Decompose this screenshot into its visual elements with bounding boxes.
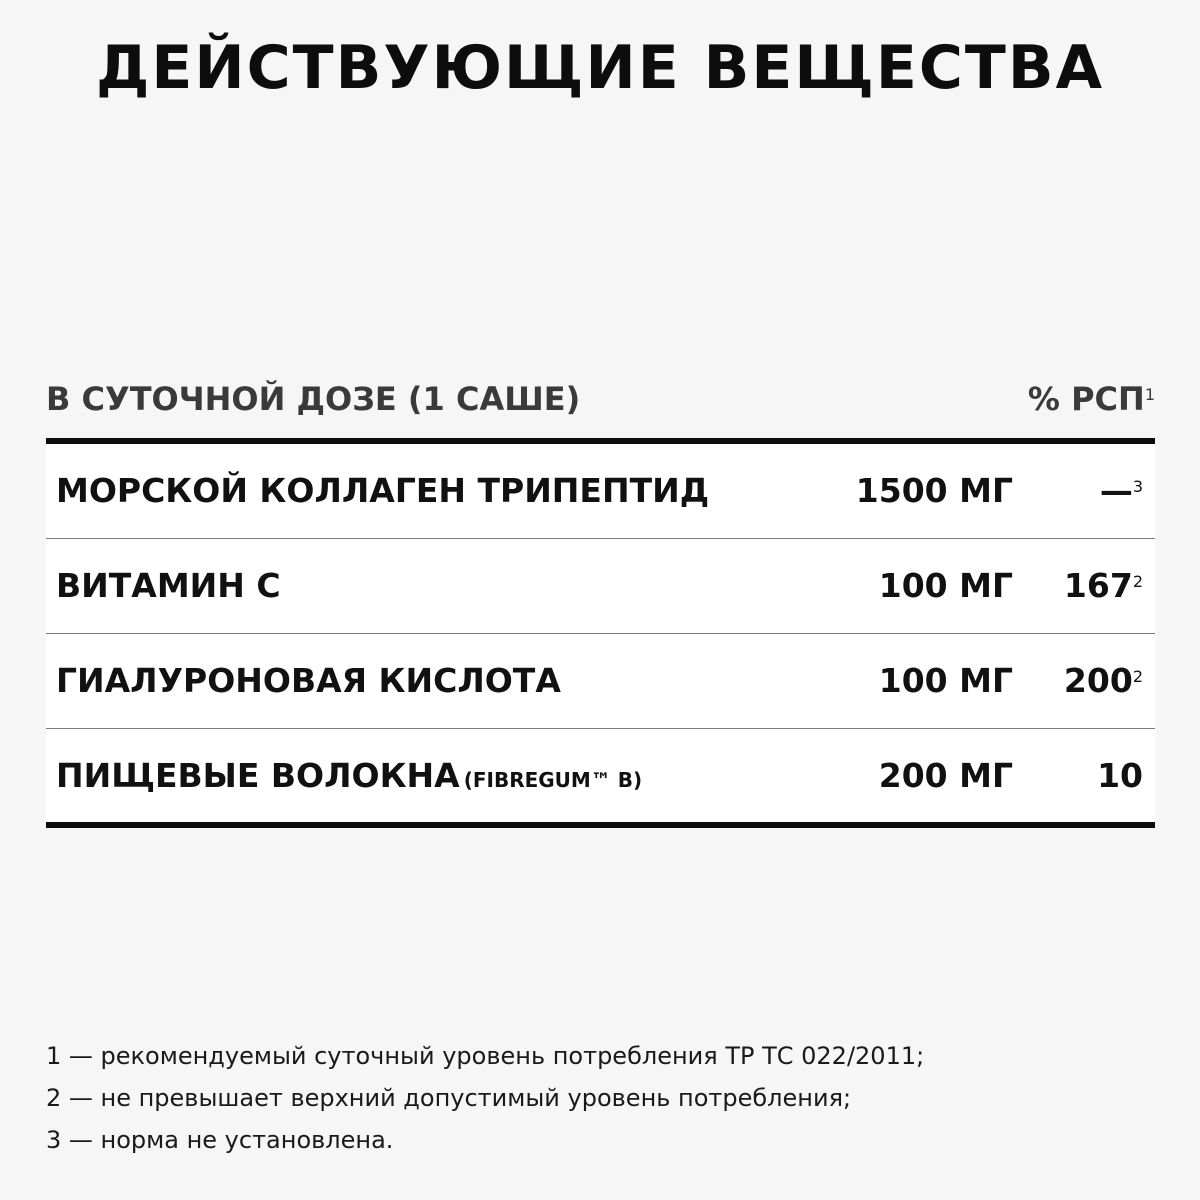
header-daily-dose: В СУТОЧНОЙ ДОЗЕ (1 САШЕ) [46,380,581,418]
ingredient-amount: 100 МГ [878,566,1013,605]
table-row [46,729,1155,822]
footnote-1: 1 — рекомендуемый суточный уровень потребления ТР ТС 022/2011; [46,1042,925,1070]
ingredient-rsp: —$^3$ [1099,471,1143,510]
table-row [46,539,1155,634]
ingredient-rsp: 10 [1097,756,1143,795]
ingredient-name: ВИТАМИН С [56,566,281,605]
ingredient-name: ГИАЛУРОНОВАЯ КИСЛОТА [56,661,561,700]
ingredients-table [46,438,1155,828]
footnotes [46,1035,1146,1161]
page-title: ДЕЙСТВУЮЩИЕ ВЕЩЕСТВА [95,33,1105,103]
ingredient-amount: 100 МГ [878,661,1013,700]
ingredient-name: ПИЩЕВЫЕ ВОЛОКНА (FIBREGUM™ B) [56,756,643,795]
footnote-mark: 2 [1132,572,1143,591]
ingredient-amount: 1500 МГ [855,471,1013,510]
table-row [46,444,1155,539]
ingredient-rsp: $167^2$ [1063,566,1143,605]
footnote-3: 3 — норма не установлена. [46,1126,394,1154]
footnote-2: 2 — не превышает верхний допустимый уровень потребления; [46,1084,852,1112]
ingredient-amount: 200 МГ [878,756,1013,795]
ingredient-rsp: $200^2$ [1063,661,1143,700]
table-header [46,374,1155,424]
header-rsp-label: % РСП [1027,380,1145,418]
ingredient-note: (FIBREGUM™ B) [463,768,643,792]
footnote-mark: 3 [1132,477,1143,496]
table-row [46,634,1155,729]
footnote-mark: 2 [1132,667,1143,686]
header-rsp [1028,374,1155,424]
ingredient-name: МОРСКОЙ КОЛЛАГЕН ТРИПЕПТИД [56,471,710,510]
header-rsp-footnote-mark: 1 [1144,385,1155,404]
